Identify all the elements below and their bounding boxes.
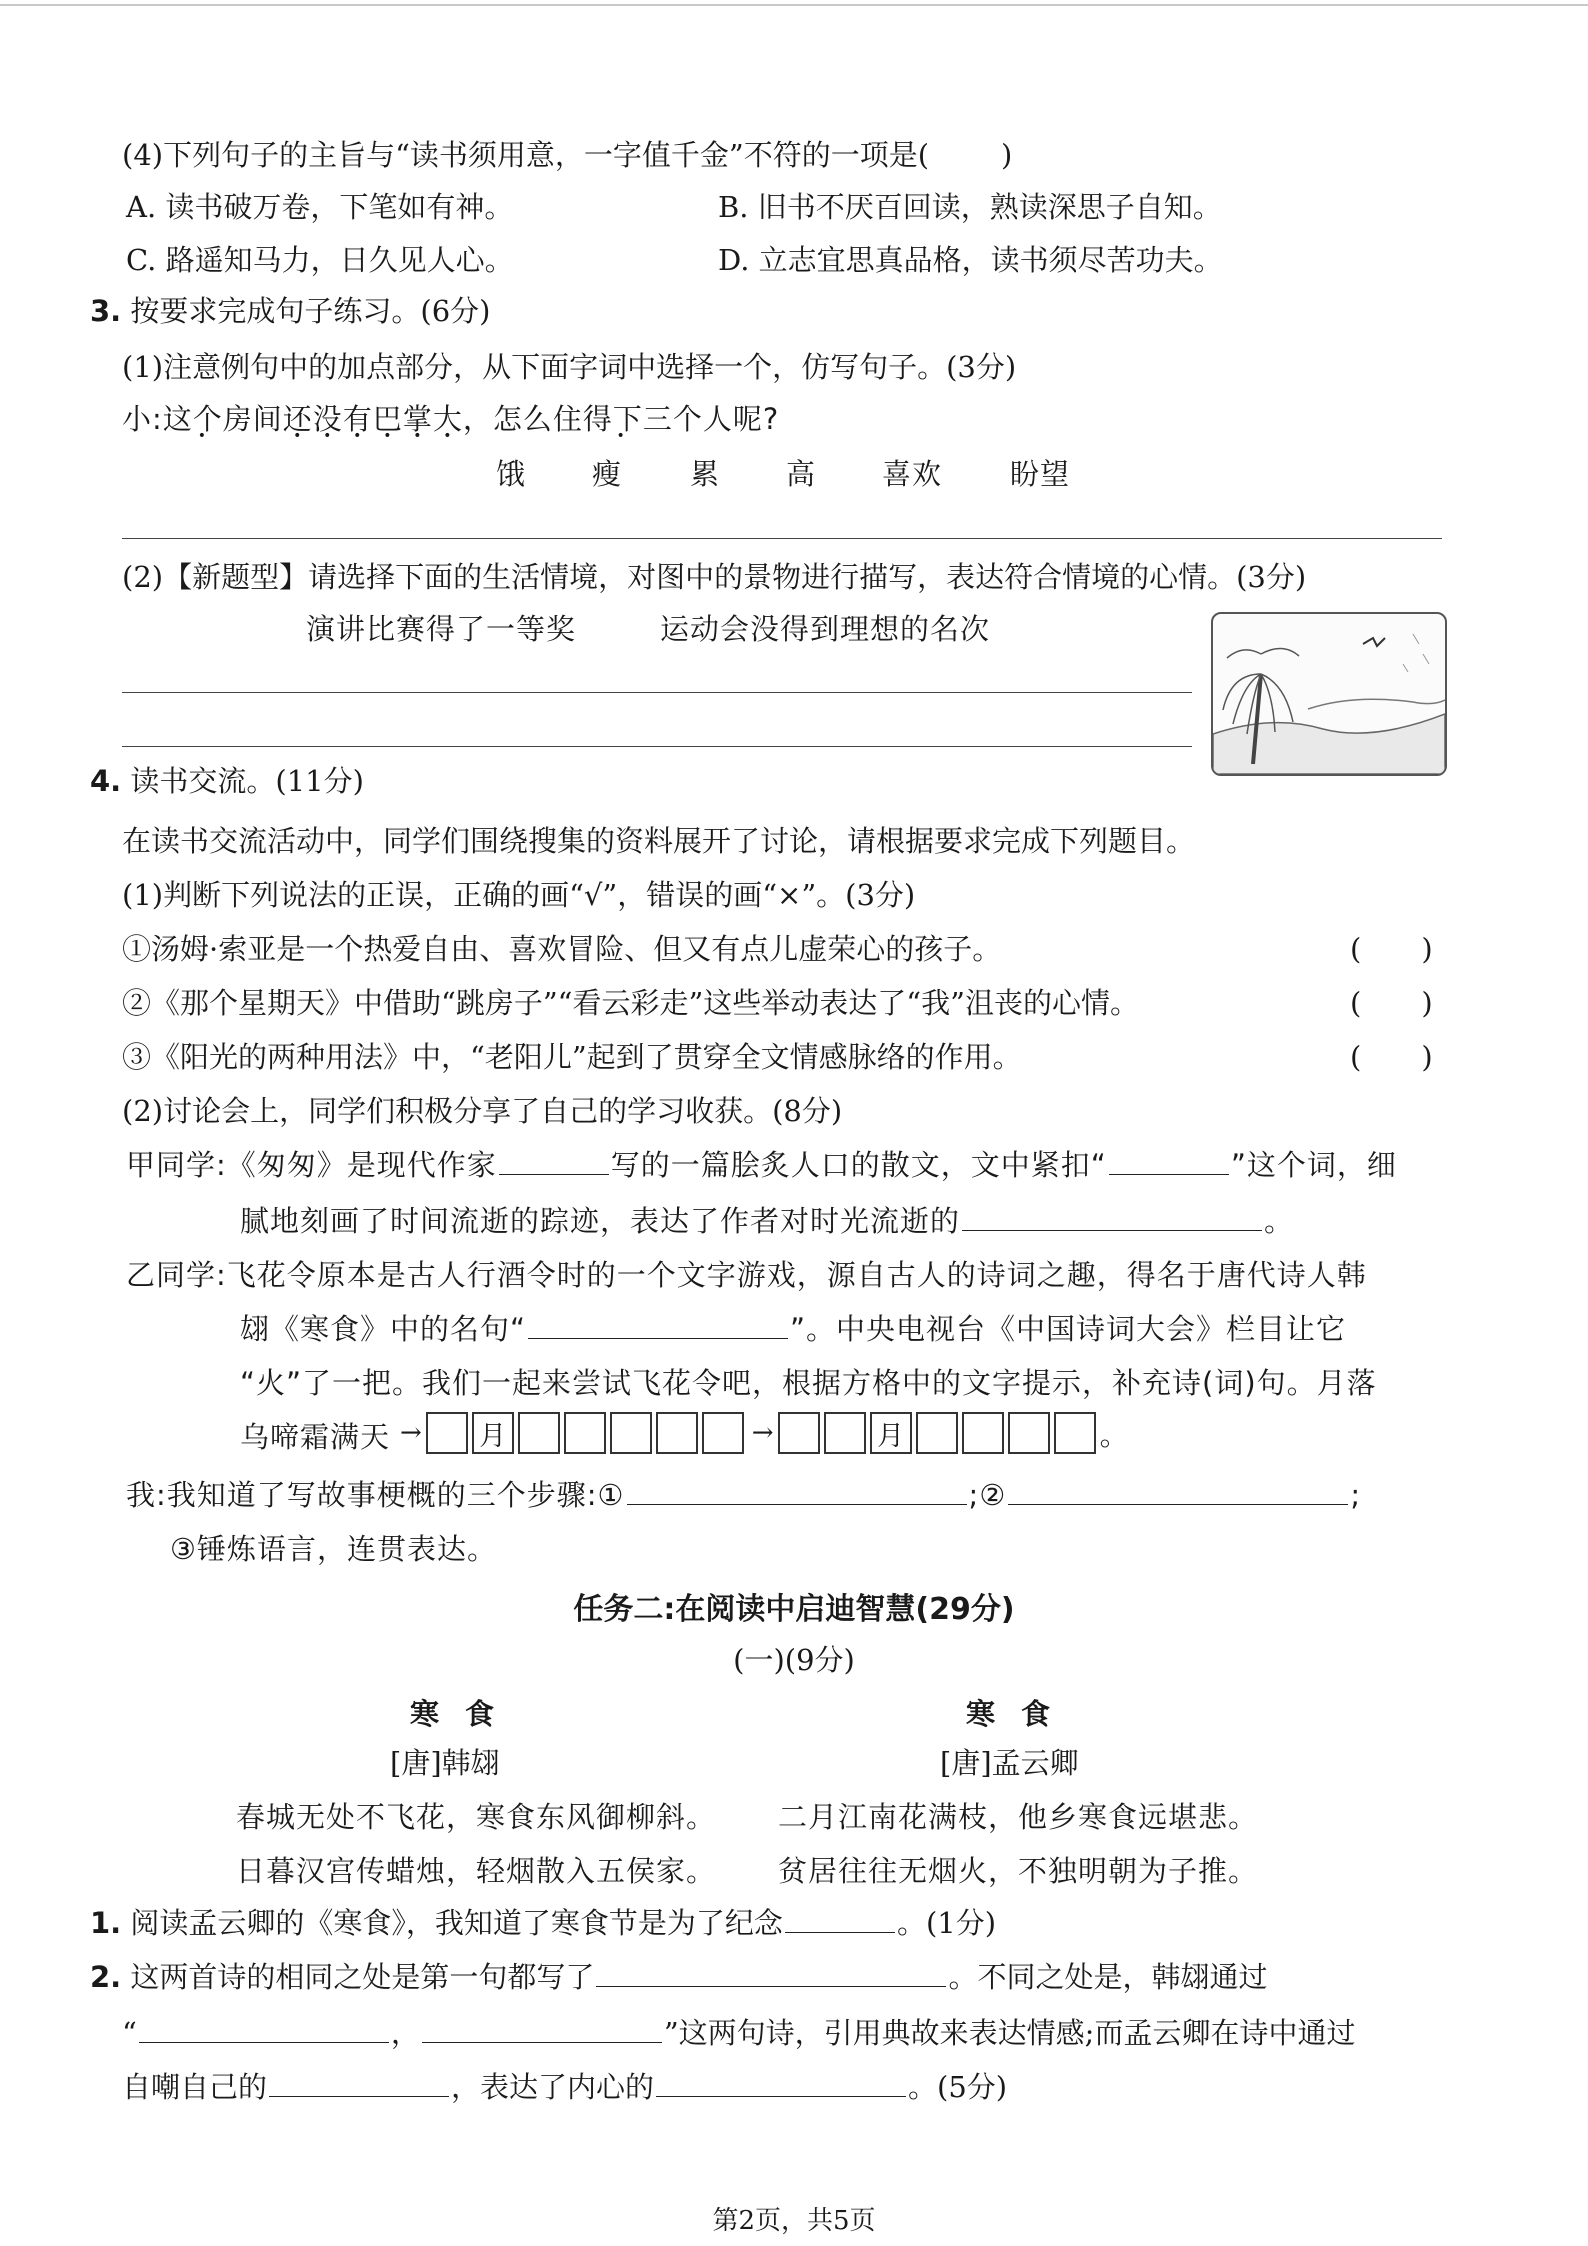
- word-choice: 盼望: [1010, 457, 1071, 491]
- fill-blank[interactable]: [962, 1206, 1262, 1231]
- char-box-hint: 月: [870, 1412, 912, 1454]
- yi-line-1: 乙同学:飞花令原本是古人行酒令时的一个文字游戏，源自古人的诗词之趣，得名于唐代诗人韩: [126, 1258, 1367, 1292]
- poem2-line2: 贫居往往无烟火，不独明朝为子推。: [778, 1854, 1259, 1888]
- q3-sub1: (1)注意例句中的加点部分，从下面字词中选择一个，仿写句子。(3分): [122, 350, 1017, 384]
- answer-line[interactable]: [122, 692, 1192, 693]
- willow-pond-illustration: [1211, 612, 1447, 776]
- fill-blank[interactable]: [528, 1314, 788, 1339]
- poem1-author: [唐]韩翃: [390, 1746, 500, 1780]
- q3-title: 3. 按要求完成句子练习。(6分): [90, 294, 491, 328]
- q3-example-sentence: 小:这个房间 •还没有巴掌大，怎么住得下三个人呢? •: [122, 402, 779, 437]
- fill-blank[interactable]: [139, 2018, 389, 2043]
- char-box[interactable]: [656, 1412, 698, 1454]
- judge-paren-2[interactable]: ( ): [1350, 986, 1433, 1020]
- fill-blank[interactable]: [499, 1150, 609, 1175]
- arrow-icon: →: [751, 1418, 774, 1448]
- fill-blank[interactable]: [269, 2072, 449, 2097]
- q4-sub2: (2)讨论会上，同学们积极分享了自己的学习收获。(8分): [122, 1094, 843, 1128]
- option-c: C. 路遥知马力，日久见人心。: [126, 243, 514, 277]
- word-choice: 高: [786, 457, 817, 491]
- option-b: B. 旧书不厌百回读，熟读深思子自知。: [718, 190, 1222, 224]
- q4-title: 4. 读书交流。(11分): [90, 764, 364, 798]
- answer-line[interactable]: [122, 746, 1192, 747]
- q4-intro: 在读书交流活动中，同学们围绕搜集的资料展开了讨论，请根据要求完成下列题目。: [122, 824, 1196, 858]
- feihualing-start: 乌啼霜满天: [240, 1420, 391, 1454]
- situation-option-2: 运动会没得到理想的名次: [660, 612, 991, 646]
- poem1-title: 寒食: [410, 1697, 521, 1731]
- fill-blank[interactable]: [1109, 1150, 1229, 1175]
- fill-blank[interactable]: [1008, 1480, 1348, 1505]
- q4-sub1: (1)判断下列说法的正误，正确的画“√”，错误的画“×”。(3分): [122, 878, 916, 912]
- fill-blank[interactable]: [627, 1480, 967, 1505]
- task2-title: 任务二:在阅读中启迪智慧(29分): [573, 1592, 1015, 1627]
- t2-q2-line2: “ ， ”这两句诗，引用典故来表达情感;而孟云卿在诗中通过: [122, 2016, 1356, 2050]
- scan-edge: [0, 4, 1588, 6]
- char-box[interactable]: [1008, 1412, 1050, 1454]
- fill-blank[interactable]: [785, 1908, 895, 1933]
- char-box-hint: 月: [472, 1412, 514, 1454]
- poem2-author: [唐]孟云卿: [940, 1746, 1079, 1780]
- fill-blank[interactable]: [596, 1962, 946, 1987]
- t2-q2-line3: 自嘲自己的 ，表达了内心的 。(5分): [122, 2070, 1008, 2104]
- poem2-line1: 二月江南花满枝，他乡寒食远堪悲。: [778, 1800, 1259, 1834]
- word-choice: 喜欢: [882, 457, 943, 491]
- option-d: D. 立志宜思真品格，读书须尽苦功夫。: [718, 243, 1223, 277]
- situation-option-1: 演讲比赛得了一等奖: [306, 612, 577, 646]
- judge-paren-1[interactable]: ( ): [1350, 932, 1433, 966]
- judge-paren-3[interactable]: ( ): [1350, 1040, 1433, 1074]
- char-box[interactable]: [778, 1412, 820, 1454]
- jia-line-2: 腻地刻画了时间流逝的踪迹，表达了作者对时光流逝的 。: [240, 1204, 1295, 1238]
- judge-item-1: ①汤姆·索亚是一个热爱自由、喜欢冒险、但又有点儿虚荣心的孩子。: [122, 932, 1002, 966]
- option-a: A. 读书破万卷，下笔如有神。: [126, 190, 514, 224]
- word-choice: 瘦: [592, 457, 623, 491]
- char-box[interactable]: [518, 1412, 560, 1454]
- page-footer: 第2页，共5页: [712, 2206, 876, 2236]
- jia-line-1: 甲同学:《匆匆》是现代作家 写的一篇脍炙人口的散文，文中紧扣“ ”这个词，细: [126, 1148, 1397, 1182]
- feihualing-boxes: → 月 → 月 。: [396, 1412, 1129, 1454]
- word-choice: 饿: [496, 457, 527, 491]
- t2-q2-line1: 2. 这两首诗的相同之处是第一句都写了 。不同之处是，韩翃通过: [90, 1960, 1268, 1994]
- task2-part: (一)(9分): [733, 1643, 855, 1677]
- char-box[interactable]: [916, 1412, 958, 1454]
- judge-item-2: ②《那个星期天》中借助“跳房子”“看云彩走”这些举动表达了“我”沮丧的心情。: [122, 986, 1139, 1020]
- poem2-title: 寒食: [966, 1697, 1077, 1731]
- wo-line-2: ③锤炼语言，连贯表达。: [170, 1532, 497, 1566]
- arrow-icon: →: [400, 1418, 422, 1448]
- word-choice: 累: [690, 457, 721, 491]
- answer-line[interactable]: [122, 538, 1442, 539]
- poem1-line1: 春城无处不飞花，寒食东风御柳斜。: [236, 1800, 717, 1834]
- char-box[interactable]: [610, 1412, 652, 1454]
- char-box[interactable]: [962, 1412, 1004, 1454]
- q3-sub2: (2)【新题型】请选择下面的生活情境，对图中的景物进行描写，表达符合情境的心情。(3分): [122, 560, 1307, 594]
- fill-blank[interactable]: [656, 2072, 906, 2097]
- char-box[interactable]: [426, 1412, 468, 1454]
- wo-line-1: 我:我知道了写故事梗概的三个步骤:① ;② ;: [126, 1478, 1362, 1512]
- yi-line-2: 翃《寒食》中的名句“ ”。中央电视台《中国诗词大会》栏目让它: [240, 1312, 1347, 1346]
- char-box[interactable]: [702, 1412, 744, 1454]
- judge-item-3: ③《阳光的两种用法》中，“老阳儿”起到了贯穿全文情感脉络的作用。: [122, 1040, 1022, 1074]
- char-box[interactable]: [564, 1412, 606, 1454]
- q2-4-question: (4)下列句子的主旨与“读书须用意，一字值千金”不符的一项是( ): [122, 138, 1013, 172]
- yi-line-3: “火”了一把。我们一起来尝试飞花令吧，根据方格中的文字提示，补充诗(词)句。月落: [240, 1366, 1377, 1400]
- char-box[interactable]: [824, 1412, 866, 1454]
- t2-q1: 1. 阅读孟云卿的《寒食》，我知道了寒食节是为了纪念 。(1分): [90, 1906, 997, 1940]
- fill-blank[interactable]: [422, 2018, 662, 2043]
- poem1-line2: 日暮汉宫传蜡烛，轻烟散入五侯家。: [236, 1854, 717, 1888]
- char-box[interactable]: [1054, 1412, 1096, 1454]
